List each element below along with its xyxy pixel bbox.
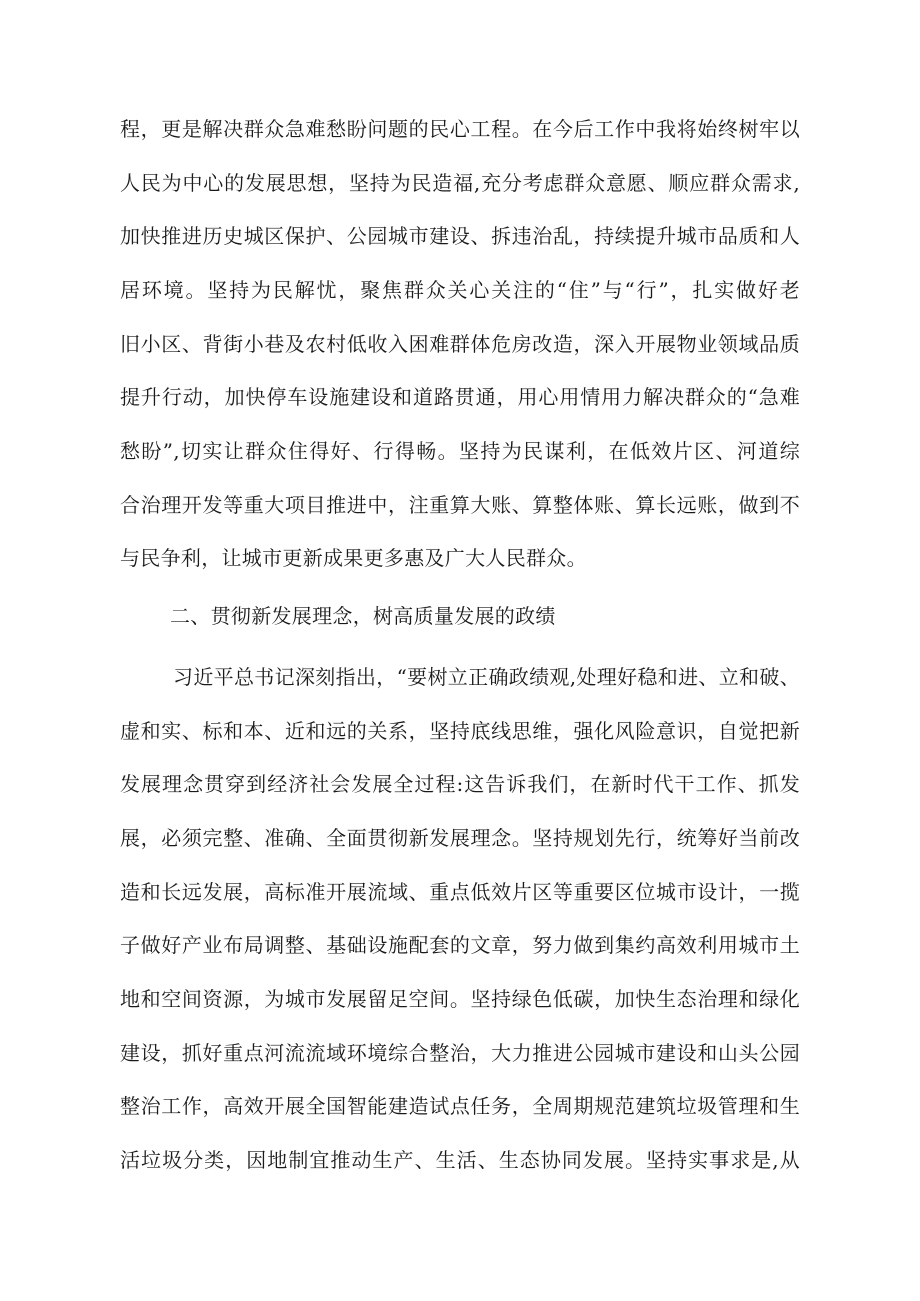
paragraph-2-line: 整治工作，高效开展全国智能建造试点任务，全周期规范建筑垃圾管理和生 — [120, 1094, 800, 1118]
paragraph-1-line: 提升行动，加快停车设施建设和道路贯通，用心用情用力解决群众的“急难 — [120, 385, 800, 409]
paragraph-1-line: 与民争利，让城市更新成果更多惠及广大人民群众。 — [120, 546, 587, 570]
paragraph-1-line: 旧小区、背街小巷及农村低收入困难群体危房改造，深入开展物业领域品质 — [120, 332, 800, 356]
paragraph-1-line: 愁盼”,切实让群众住得好、行得畅。坚持为民谋利，在低效片区、河道综 — [120, 439, 800, 463]
section-heading: 二、贯彻新发展理念，树高质量发展的政绩 — [170, 604, 556, 628]
paragraph-2-line: 习近平总书记深刻指出，“要树立正确政绩观,处理好稳和进、立和破、 — [173, 665, 800, 689]
paragraph-2-line: 虚和实、标和本、近和远的关系，坚持底线思维，强化风险意识，自觉把新 — [120, 719, 800, 743]
paragraph-1-line: 人民为中心的发展思想，坚持为民造福,充分考虑群众意愿、顺应群众需求, — [120, 171, 800, 195]
paragraph-2-line: 地和空间资源，为城市发展留足空间。坚持绿色低碳，加快生态治理和绿化 — [120, 987, 800, 1011]
paragraph-2-line: 展，必须完整、准确、全面贯彻新发展理念。坚持规划先行，统筹好当前改 — [120, 826, 800, 850]
paragraph-2-line: 子做好产业布局调整、基础设施配套的文章，努力做到集约高效利用城市土 — [120, 933, 800, 957]
paragraph-2-line: 建设，抓好重点河流流域环境综合整治，大力推进公园城市建设和山头公园 — [120, 1041, 800, 1065]
paragraph-1-line: 合治理开发等重大项目推进中，注重算大账、算整体账、算长远账，做到不 — [120, 493, 800, 517]
paragraph-2-line: 造和长远发展，高标准开展流域、重点低效片区等重要区位城市设计，一揽 — [120, 880, 800, 904]
paragraph-2-line: 发展理念贯穿到经济社会发展全过程:这告诉我们，在新时代干工作、抓发 — [120, 772, 800, 796]
paragraph-2-line: 活垃圾分类，因地制宜推动生产、生活、生态协同发展。坚持实事求是,从 — [120, 1148, 800, 1172]
paragraph-1-line: 程，更是解决群众急难愁盼问题的民心工程。在今后工作中我将始终树牢以 — [120, 117, 800, 141]
paragraph-1-line: 居环境。坚持为民解忧，聚焦群众关心关注的“住”与“行”，扎实做好老 — [120, 278, 800, 302]
paragraph-1-line: 加快推进历史城区保护、公园城市建设、拆违治乱，持续提升城市品质和人 — [120, 224, 800, 248]
